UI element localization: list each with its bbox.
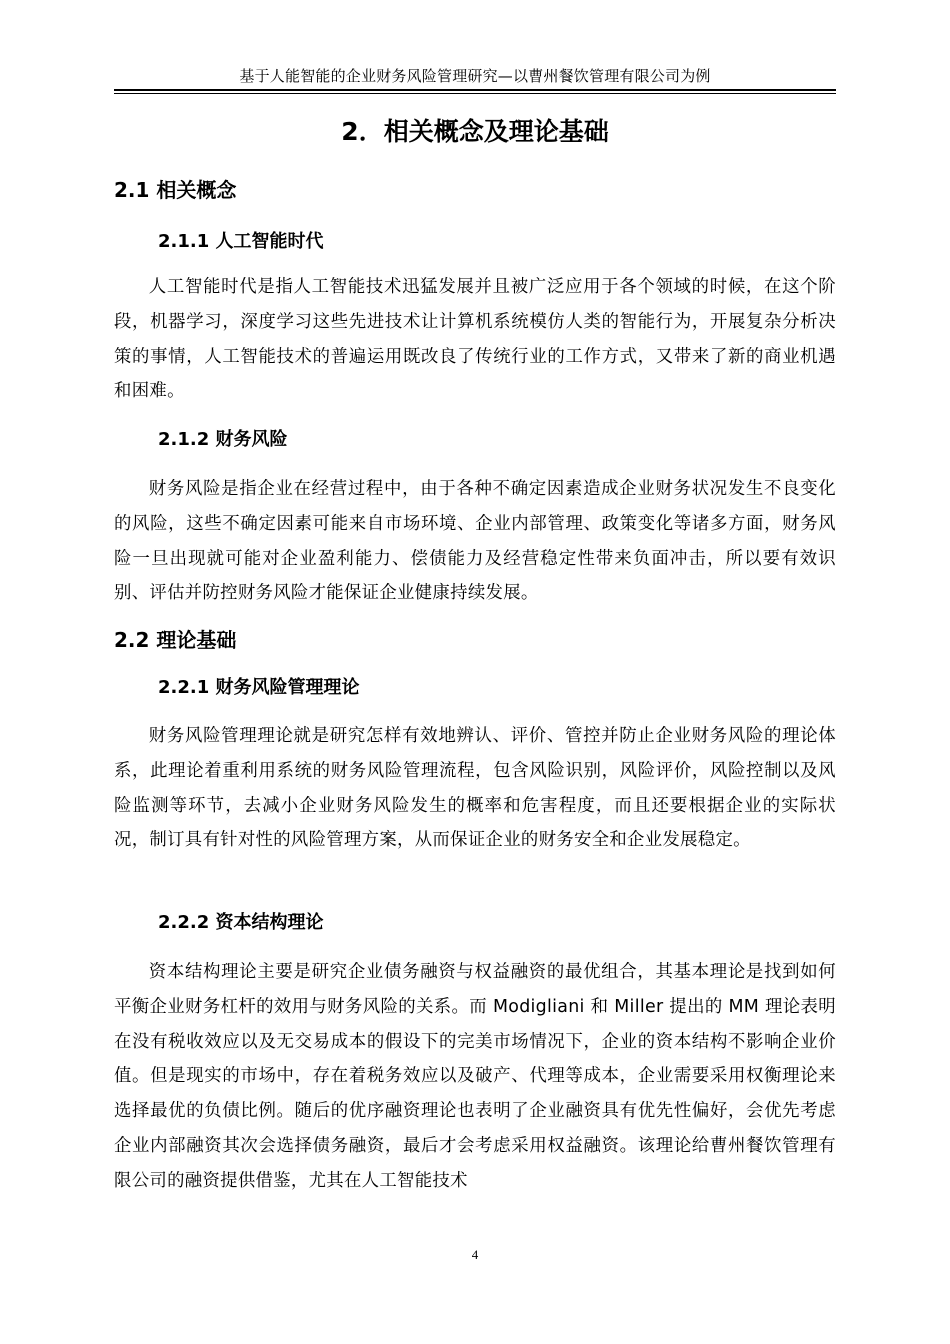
paragraph-2-2-2: 资本结构理论主要是研究企业债务融资与权益融资的最优组合，其基本理论是找到如何平衡企业财务杠杆的效用与财务风险的关系。而 Modigliani 和 Miller 提出的 MM 理论表明在没有税收效应以及无交易成本的假设下的完美市场情况下，企业的资本结构不影响企业价值。但是现实的市场中，存在着税务效应以及破产、代理等成本，企业需要采用权衡理论来选择最优的负债比例。随后的优序融资理论也表明了企业融资具有优先性偏好，会优先考虑企业内部融资其次会选择债务融资，最后才会考虑采用权益融资。该理论给曹州餐饮管理有限公司的融资提供借鉴，尤其在人工智能技术 — [114, 962, 836, 1191]
paragraph-2-2-1: 财务风险管理理论就是研究怎样有效地辨认、评价、管控并防止企业财务风险的理论体系，此理论着重利用系统的财务风险管理流程，包含风险识别，风险评价，风险控制以及风险监测等环节，去减小企业财务风险发生的概率和危害程度，而且还要根据企业的实际状况，制订具有针对性的风险管理方案，从而保证企业的财务安全和企业发展稳定。 — [114, 726, 836, 851]
subsection-heading-2-1-1: 2.1.1 人工智能时代 — [158, 231, 324, 252]
subsection-heading-2-2-1: 2.2.1 财务风险管理理论 — [158, 677, 360, 698]
header-rule-thin — [114, 93, 836, 94]
paragraph-2-1-2: 财务风险是指企业在经营过程中，由于各种不确定因素造成企业财务状况发生不良变化的风险，这些不确定因素可能来自市场环境、企业内部管理、政策变化等诸多方面，财务风险一旦出现就可能对企业盈利能力、偿债能力及经营稳定性带来负面冲击，所以要有效识别、评估并防控财务风险才能保证企业健康持续发展。 — [114, 479, 836, 604]
running-header: 基于人能智能的企业财务风险管理研究—以曹州餐饮管理有限公司为例 — [239, 67, 711, 85]
page-number: 4 — [471, 1247, 479, 1262]
chapter-title: 2．相关概念及理论基础 — [341, 117, 609, 146]
subsection-heading-2-2-2: 2.2.2 资本结构理论 — [158, 912, 324, 933]
section-heading-2-2: 2.2 理论基础 — [114, 628, 237, 652]
paragraph-2-1-1: 人工智能时代是指人工智能技术迅猛发展并且被广泛应用于各个领域的时候，在这个阶段，机器学习，深度学习这些先进技术让计算机系统模仿人类的智能行为，开展复杂分析决策的事情，人工智能技术的普遍运用既改良了传统行业的工作方式，又带来了新的商业机遇和困难。 — [114, 277, 836, 402]
subsection-heading-2-1-2: 2.1.2 财务风险 — [158, 429, 288, 450]
header-rule-thick — [114, 89, 836, 91]
section-heading-2-1: 2.1 相关概念 — [114, 178, 237, 202]
